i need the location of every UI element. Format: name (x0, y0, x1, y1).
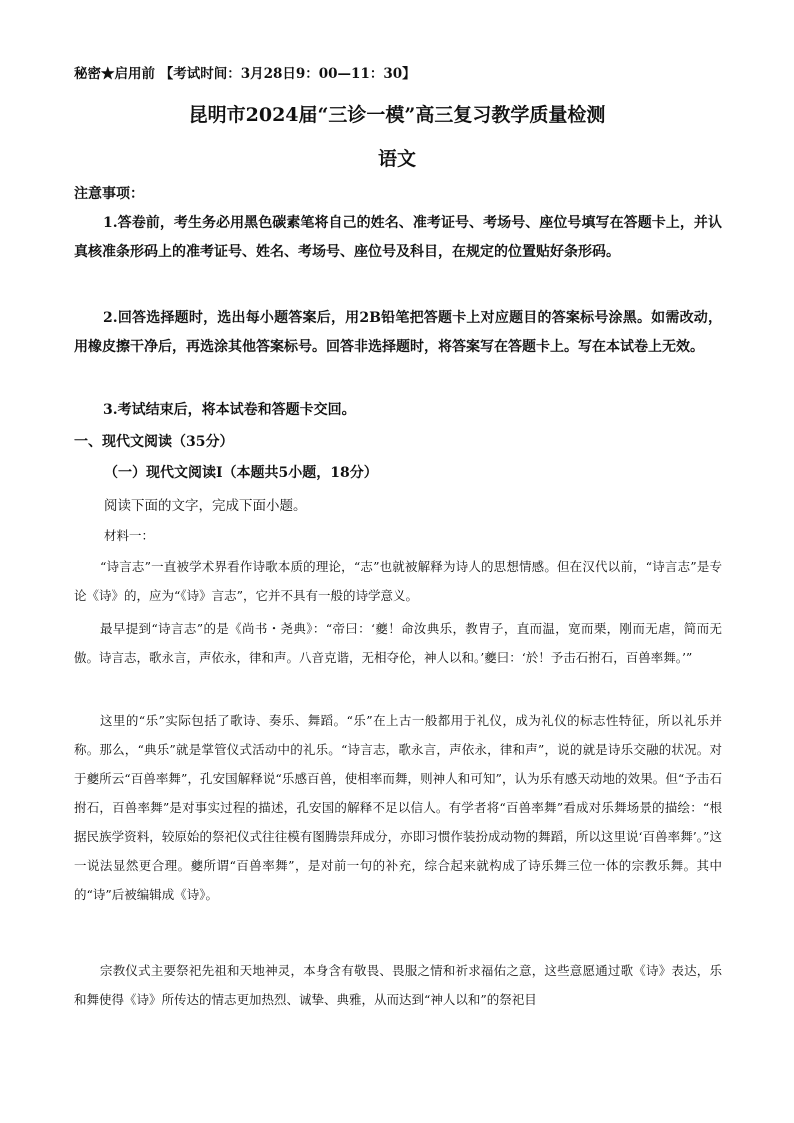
confidential-line: 秘密★启用前 【考试时间：3月28日9：00—11：30】 (74, 66, 416, 82)
paragraph-4: 宗教仪式主要祭祀先祖和天地神灵，本身含有敬畏、畏服之情和祈求福佑之意，这些意愿通过歌《诗》表达，乐和舞使得《诗》所传达的情志更加热烈、诚挚、典雅，从而达到“神人以和”的祭祀目 (74, 963, 722, 1007)
notice-item-3: 3.考试结束后，将本试卷和答题卡交回。 (103, 402, 356, 418)
notice-item-2: 2.回答选择题时，选出每小题答案后，用2B铅笔把答题卡上对应题目的答案标号涂黑。如需改动，用橡皮擦干净后，再选涂其他答案标号。回答非选择题时，将答案写在答题卡上。写在本试卷上无效。 (74, 310, 722, 355)
section-heading: 一、现代文阅读（35分） (74, 434, 234, 450)
material-label: 材料一： (104, 528, 155, 543)
exam-title: 昆明市2024届“三诊一模”高三复习教学质量检测 (188, 104, 606, 126)
subsection-heading: （一）现代文阅读Ⅰ（本题共5小题，18分） (104, 465, 378, 481)
subject-title: 语文 (377, 148, 416, 170)
notice-heading: 注意事项： (74, 186, 144, 202)
notice-item-1: 1.答卷前，考生务必用黑色碳素笔将自己的姓名、准考证号、考场号、座位号填写在答题卡上，并认真核准条形码上的准考证号、姓名、考场号、座位号及科目，在规定的位置贴好条形码。 (74, 215, 722, 260)
paragraph-2: 最早提到“诗言志”的是《尚书・尧典》：“帝曰：‘夔！命汝典乐，教胄子，直而温，宽而栗，刚而无虐，简而无傲。诗言志，歌永言，声依永，律和声。八音克谐，无相夺伦，神人以和。’夔曰：‘於！予击石拊石，百兽率舞。’” (74, 621, 722, 665)
paragraph-3: 这里的“乐”实际包括了歌诗、奏乐、舞蹈。“乐”在上古一般都用于礼仪，成为礼仪的标志性特征，所以礼乐并称。那么，“典乐”就是掌管仪式活动中的礼乐。“诗言志，歌永言，声依永，律和声”，说的就是诗乐交融的状况。对于夔所云“百兽率舞”，孔安国解释说“乐感百兽，使相率而舞，则神人和可知”，认为乐有感天动地的效果。但“予击石拊石，百兽率舞”是对事实过程的描述，孔安国的解释不足以信人。有学者将“百兽率舞”看成对乐舞场景的描绘：“根据民族学资料，较原始的祭祀仪式往往模有图腾崇拜成分，亦即习惯作装扮成动物的舞蹈，所以这里说‘百兽率舞’。”这一说法显然更合理。夔所谓“百兽率舞”，是对前一句的补充，综合起来就构成了诗乐舞三位一体的宗教乐舞。其中的“诗”后被编辑成《诗》。 (74, 713, 722, 902)
reading-instruction: 阅读下面的文字，完成下面小题。 (104, 498, 307, 514)
paragraph-1: “诗言志”一直被学术界看作诗歌本质的理论，“志”也就被解释为诗人的思想情感。但在汉代以前，“诗言志”是专论《诗》的，应为“《诗》言志”，它并不具有一般的诗学意义。 (74, 559, 722, 603)
